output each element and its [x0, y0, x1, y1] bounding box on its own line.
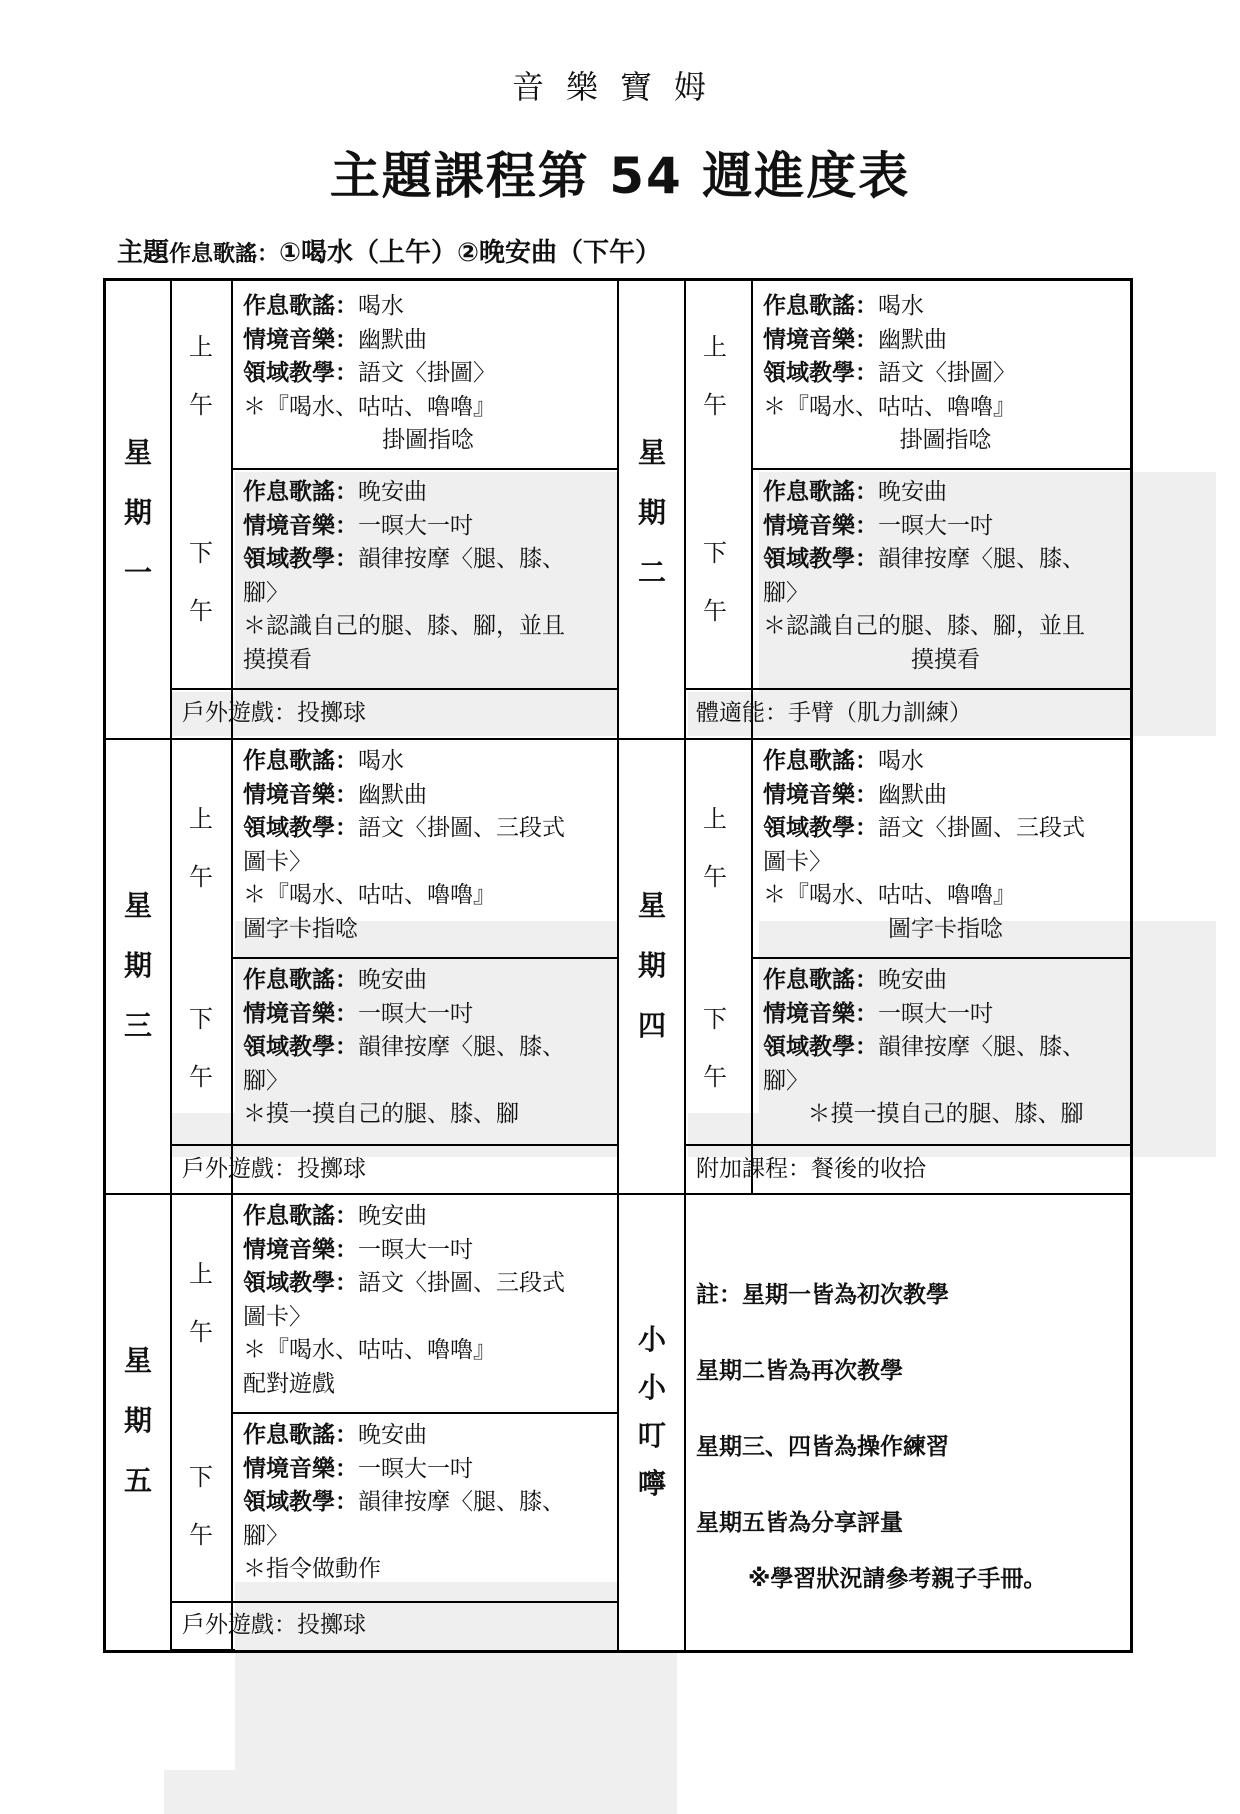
fri-am-content: 作息歌謠：晚安曲 情境音樂：一暝大一吋 領域教學：語文〈掛圖、三段式 圖卡〉 ＊『喝水、咕咕、嚕嚕』 配對遊戲: [243, 1203, 565, 1397]
reminder-title: 小 小 叮 嚀: [637, 1323, 666, 1500]
reminder-line: 星期五皆為分享評量: [696, 1510, 903, 1536]
day-label-fri: 星 期 五: [123, 1344, 152, 1497]
thu-extra-activity: 附加課程：餐後的收拾: [696, 1156, 926, 1182]
theme-text: ①喝水（上午）②晚安曲（下午）: [279, 238, 662, 268]
reminder-line: 註：星期一皆為初次教學: [696, 1282, 949, 1308]
pm-label: 下 午: [189, 1463, 213, 1549]
theme-line: [117, 232, 661, 269]
pm-label: 下 午: [703, 539, 727, 625]
reminder-line: 星期二皆為再次教學: [696, 1358, 903, 1384]
am-label: 上 午: [189, 333, 213, 419]
page-title: 主題課程第 54 週進度表: [329, 147, 911, 205]
day-label-thu: 星 期 四: [637, 889, 666, 1042]
am-label: 上 午: [189, 1260, 213, 1346]
am-label: 上 午: [703, 333, 727, 419]
day-label-tue: 星 期 二: [637, 436, 666, 589]
thu-pm-content: 作息歌謠：晚安曲 情境音樂：一暝大一吋 領域教學：韻律按摩〈腿、膝、 腳〉 ＊摸一摸自己的腿、膝、腳: [763, 967, 1085, 1127]
theme-label: 主題: [117, 238, 170, 268]
tue-pm-content: 作息歌謠：晚安曲 情境音樂：一暝大一吋 領域教學：韻律按摩〈腿、膝、 腳〉 ＊認識自己的腿、膝、腳，並且 摸摸看: [763, 479, 1085, 673]
wed-extra-activity: 戶外遊戲：投擲球: [182, 1156, 366, 1182]
pm-label: 下 午: [703, 1005, 727, 1091]
pm-label: 下 午: [189, 539, 213, 625]
mon-pm-content: 作息歌謠：晚安曲 情境音樂：一暝大一吋 領域教學：韻律按摩〈腿、膝、 腳〉 ＊認識自己的腿、膝、腳，並且 摸摸看: [243, 479, 565, 673]
am-label: 上 午: [189, 805, 213, 891]
tue-am-content: 作息歌謠：喝水 情境音樂：幽默曲 領域教學：語文〈掛圖〉 ＊『喝水、咕咕、嚕嚕』 掛圖指唸: [763, 293, 1016, 453]
mon-extra-activity: 戶外遊戲：投擲球: [182, 700, 366, 726]
fri-pm-content: 作息歌謠：晚安曲 情境音樂：一暝大一吋 領域教學：韻律按摩〈腿、膝、 腳〉 ＊指令做動作: [243, 1422, 565, 1582]
day-label-mon: 星 期 一: [123, 436, 152, 589]
reminder-footer: ※學習狀況請參考親子手冊。: [748, 1566, 1047, 1592]
pm-label: 下 午: [189, 1005, 213, 1091]
reminder-line: 星期三、四皆為操作練習: [696, 1434, 949, 1460]
tue-extra-activity: 體適能：手臂（肌力訓練）: [696, 700, 972, 726]
wed-am-content: 作息歌謠：喝水 情境音樂：幽默曲 領域教學：語文〈掛圖、三段式 圖卡〉 ＊『喝水、咕咕、嚕嚕』 圖字卡指唸: [243, 748, 565, 942]
subtitle: 音樂寶姆: [511, 68, 728, 106]
fri-extra-activity: 戶外遊戲：投擲球: [182, 1612, 366, 1638]
am-label: 上 午: [703, 805, 727, 891]
wed-pm-content: 作息歌謠：晚安曲 情境音樂：一暝大一吋 領域教學：韻律按摩〈腿、膝、 腳〉 ＊摸一摸自己的腿、膝、腳: [243, 967, 565, 1127]
day-label-wed: 星 期 三: [123, 889, 152, 1042]
theme-small-label: 作息歌謠：: [169, 242, 280, 267]
mon-am-content: 作息歌謠：喝水 情境音樂：幽默曲 領域教學：語文〈掛圖〉 ＊『喝水、咕咕、嚕嚕』 掛圖指唸: [243, 293, 496, 453]
thu-am-content: 作息歌謠：喝水 情境音樂：幽默曲 領域教學：語文〈掛圖、三段式 圖卡〉 ＊『喝水、咕咕、嚕嚕』 圖字卡指唸: [763, 748, 1085, 942]
